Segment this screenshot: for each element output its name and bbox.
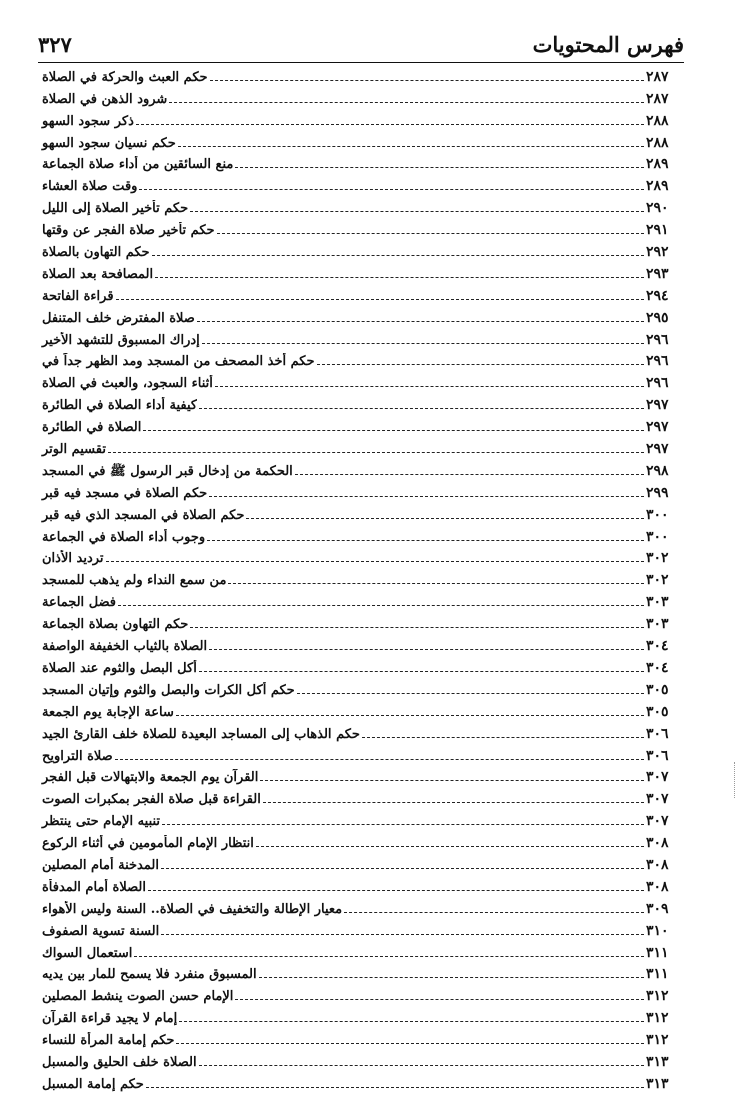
toc-entry-page: ٢٨٨ [646,112,669,129]
toc-entry-page: ٣١٣ [646,1053,669,1070]
toc-entry-page: ٣٠٤ [646,659,669,676]
toc-entry-page: ٣٠٥ [646,703,669,720]
toc-entry-page: ٣٠٧ [646,769,669,786]
toc-entry-page: ٣٠٥ [646,681,669,698]
toc-entry[interactable] [38,962,684,984]
toc-entry-title: الحكمة من إدخال قبر الرسول ﷺ في المسجد [42,463,293,479]
toc-entry-title: حكم نسيان سجود السهو [42,135,176,151]
toc-leader-dashes [106,561,644,562]
toc-leader-dashes [134,956,644,957]
toc-entry-page: ٣١١ [646,944,669,961]
toc-leader-dashes [176,715,644,716]
toc-leader-dashes [210,80,644,81]
toc-entry[interactable] [38,1071,684,1093]
toc-entry-title: الإمام حسن الصوت ينشط المصلين [42,989,234,1005]
toc-entry-title: صلاة المفترض خلف المتنفل [42,310,195,326]
toc-entry[interactable] [38,765,684,787]
toc-entry-title: حكم إمامة المسبل [42,1076,144,1092]
toc-entry-page: ٣١٠ [646,922,669,939]
toc-entry[interactable] [38,327,684,349]
toc-entry-title: القرآن يوم الجمعة والابتهالات قبل الفجر [42,770,259,786]
toc-entry[interactable] [38,436,684,458]
toc-leader-dashes [179,1021,644,1022]
toc-entry-title: منع السائقين من أداء صلاة الجماعة [42,157,234,173]
toc-leader-dashes [178,146,644,147]
toc-entry-title: المدخنة أمام المصلين [42,857,159,873]
toc-leader-dashes [256,846,644,847]
toc-entry[interactable] [38,940,684,962]
page-number: ٣٢٧ [38,32,72,57]
toc-leader-dashes [209,649,644,650]
toc-entry[interactable] [38,130,684,152]
toc-leader-dashes [155,277,644,278]
toc-entry-page: ٣٠٣ [646,594,669,611]
toc-entry-page: ٣١٢ [646,988,669,1005]
toc-leader-dashes [228,583,644,584]
toc-entry-page: ٢٩٩ [646,484,669,501]
toc-entry-page: ٣٠٨ [646,878,669,895]
toc-leader-dashes [199,671,644,672]
toc-leader-dashes [199,408,644,409]
toc-entry-page: ٣٠٠ [646,506,669,523]
toc-entry-title: الصلاة بالثياب الخفيفة الواصفة [42,639,208,655]
toc-leader-dashes [176,1043,644,1044]
toc-entry-title: حكم تأخير الصلاة إلى الليل [42,201,189,217]
toc-entry-page: ٣٠٧ [646,813,669,830]
toc-entry-title: قراءة الفاتحة [42,288,114,304]
toc-entry-page: ٢٩٤ [646,287,669,304]
header-rule [38,62,684,63]
toc-entry[interactable] [38,567,684,589]
toc-entry-page: ٢٨٩ [646,178,669,195]
page-header [38,28,684,62]
toc-entry[interactable] [38,349,684,371]
toc-entry-page: ٣٠٢ [646,572,669,589]
toc-leader-dashes [295,474,644,475]
toc-entry-page: ٢٩١ [646,222,669,239]
toc-leader-dashes [246,518,644,519]
toc-entry-title: القراءة قبل صلاة الفجر بمكبرات الصوت [42,792,261,808]
toc-entry[interactable] [38,721,684,743]
toc-entry-title: شرود الذهن في الصلاة [42,91,168,107]
toc-entry[interactable] [38,173,684,195]
toc-entry[interactable] [38,86,684,108]
toc-leader-dashes [115,759,644,760]
toc-entry-page: ٢٨٩ [646,156,669,173]
toc-entry-title: وقت صلاة العشاء [42,179,138,195]
toc-entry-title: وجوب أداء الصلاة في الجماعة [42,529,206,545]
toc-entry-title: إدراك المسبوق للتشهد الأخير [42,332,200,348]
toc-entry[interactable] [38,1005,684,1027]
toc-entry-title: حكم العبث والحركة في الصلاة [42,69,208,85]
toc-entry-page: ٣٠٢ [646,550,669,567]
toc-entry-title: صلاة التراويح [42,748,113,764]
toc-entry-page: ٣٠٨ [646,856,669,873]
toc-entry-page: ٢٩٦ [646,331,669,348]
toc-entry-page: ٣١٣ [646,1075,669,1092]
toc-entry-page: ٢٩٧ [646,419,669,436]
toc-leader-dashes [317,364,644,365]
toc-entry[interactable] [38,239,684,261]
toc-leader-dashes [344,912,644,913]
toc-entry[interactable] [38,896,684,918]
toc-leader-dashes [235,999,644,1000]
toc-entry-page: ٣٠٩ [646,900,669,917]
toc-entry-title: الصلاة أمام المدفأة [42,879,146,895]
toc-leader-dashes [161,868,644,869]
toc-entry-page: ٢٩٥ [646,309,669,326]
toc-leader-dashes [190,211,644,212]
toc-leader-dashes [235,167,644,168]
toc-entry[interactable] [38,524,684,546]
toc-entry-title: انتظار الإمام المأمومين في أثناء الركوع [42,836,254,852]
toc-leader-dashes [260,780,644,781]
toc-leader-dashes [162,824,644,825]
toc-entry-title: ترديد الأذان [42,551,104,567]
toc-entry-page: ٣١٢ [646,1010,669,1027]
toc-leader-dashes [202,343,644,344]
toc-entry-title: تقسيم الوتر [42,442,106,458]
toc-entry-page: ٢٨٧ [646,68,669,85]
toc-leader-dashes [297,693,644,694]
toc-leader-dashes [116,299,644,300]
toc-entry[interactable] [38,392,684,414]
toc-entry-title: فضل الجماعة [42,595,117,611]
toc-entry-page: ٣٠٦ [646,747,669,764]
toc-entry[interactable] [38,414,684,436]
toc-entry-page: ٢٨٧ [646,90,669,107]
toc-entry[interactable] [38,195,684,217]
toc-entry[interactable] [38,611,684,633]
toc-entry-page: ٢٩٨ [646,462,669,479]
toc-entry[interactable] [38,918,684,940]
toc-entry[interactable] [38,480,684,502]
toc-entry-page: ٣١١ [646,966,669,983]
toc-entry-title: الصلاة في الطائرة [42,420,142,436]
toc-entry[interactable] [38,1027,684,1049]
toc-entry-page: ٣٠٦ [646,725,669,742]
toc-entry[interactable] [38,108,684,130]
toc-entry[interactable] [38,283,684,305]
toc-entry-page: ٢٩٦ [646,375,669,392]
toc-entry-title: المصافحة بعد الصلاة [42,266,154,282]
toc-entry-title: استعمال السواك [42,945,133,961]
toc-entry-title: تنبيه الإمام حتى ينتظر [42,814,161,830]
toc-leader-dashes [118,605,644,606]
toc-leader-dashes [199,1065,644,1066]
toc-entry[interactable] [38,1049,684,1071]
toc-entry-title: حكم أكل الكرات والبصل والثوم وإتيان المسجد [42,682,295,698]
toc-leader-dashes [169,102,644,103]
toc-entry-page: ٣٠٧ [646,791,669,808]
toc-entry[interactable] [38,655,684,677]
toc-entry-page: ٢٩٢ [646,244,669,261]
toc-leader-dashes [136,124,644,125]
toc-leader-dashes [148,890,644,891]
toc-entry-page: ٣١٢ [646,1032,669,1049]
toc-leader-dashes [146,1087,644,1088]
toc-entry-title: حكم الصلاة في المسجد الذي فيه قبر [42,507,245,523]
toc-entry[interactable] [38,152,684,174]
toc-entry-title: حكم إمامة المرأة للنساء [42,1033,175,1049]
toc-entry-page: ٣٠٣ [646,616,669,633]
toc-entry-title: المسبوق منفرد فلا يسمح للمار بين يديه [42,967,257,983]
toc-leader-dashes [362,737,644,738]
toc-leader-dashes [143,430,644,431]
toc-entry[interactable] [38,64,684,86]
toc-leader-dashes [108,452,644,453]
toc-leader-dashes [217,233,644,234]
margin-mark [734,762,738,798]
toc-entry[interactable] [38,261,684,283]
toc-leader-dashes [190,627,644,628]
toc-leader-dashes [259,977,644,978]
toc-leader-dashes [263,802,644,803]
toc-entry[interactable] [38,546,684,568]
toc-entry-title: أكل البصل والثوم عند الصلاة [42,660,197,676]
toc-leader-dashes [215,386,644,387]
toc-entry[interactable] [38,458,684,480]
toc-entry[interactable] [38,589,684,611]
toc-entry-title: كيفية أداء الصلاة في الطائرة [42,398,198,414]
toc-entry-page: ٢٩٣ [646,265,669,282]
toc-entry-title: أثناء السجود، والعبث في الصلاة [42,376,213,392]
toc-entry[interactable] [38,305,684,327]
toc-entry-page: ٢٩٧ [646,441,669,458]
toc-entry-title: الصلاة خلف الحليق والمسبل [42,1054,197,1070]
toc-entry-title: حكم تأخير صلاة الفجر عن وقتها [42,223,215,239]
toc-entry-title: حكم الذهاب إلى المساجد البعيدة للصلاة خلف القارئ الجيد [42,726,360,742]
toc-leader-dashes [139,189,644,190]
toc-entry[interactable] [38,743,684,765]
toc-leader-dashes [207,540,644,541]
toc-entry-title: حكم التهاون بصلاة الجماعة [42,617,189,633]
toc-entry[interactable] [38,808,684,830]
toc-entry-page: ٣٠٨ [646,835,669,852]
toc-leader-dashes [197,321,644,322]
toc-entry[interactable] [38,502,684,524]
toc-leader-dashes [209,496,644,497]
toc-entry[interactable] [38,677,684,699]
toc-entry-page: ٢٩٧ [646,397,669,414]
toc-list [38,64,684,1093]
toc-entry-title: حكم التهاون بالصلاة [42,245,150,261]
toc-entry[interactable] [38,633,684,655]
toc-entry[interactable] [38,699,684,721]
toc-entry-title: ساعة الإجابة يوم الجمعة [42,704,174,720]
toc-entry[interactable] [38,983,684,1005]
toc-entry[interactable] [38,786,684,808]
toc-entry[interactable] [38,874,684,896]
toc-entry-title: من سمع النداء ولم يذهب للمسجد [42,573,227,589]
toc-entry-title: ذكر سجود السهو [42,113,134,129]
toc-entry[interactable] [38,830,684,852]
toc-entry-title: حكم الصلاة في مسجد فيه قبر [42,485,208,501]
toc-entry-page: ٢٨٨ [646,134,669,151]
toc-entry[interactable] [38,370,684,392]
toc-entry-page: ٢٩٦ [646,353,669,370]
toc-entry-title: معيار الإطالة والتخفيف في الصلاة.. السنة وليس الأهواء [42,901,343,917]
toc-leader-dashes [161,934,644,935]
toc-entry-page: ٢٩٠ [646,200,669,217]
toc-entry-title: السنة تسوية الصفوف [42,923,160,939]
toc-entry[interactable] [38,852,684,874]
toc-entry-page: ٣٠٤ [646,638,669,655]
toc-entry[interactable] [38,217,684,239]
toc-entry-title: إمام لا يجيد قراءة القرآن [42,1011,178,1027]
toc-leader-dashes [152,255,644,256]
toc-entry-page: ٣٠٠ [646,528,669,545]
toc-entry-title: حكم أخذ المصحف من المسجد ومد الظهر جداً في [42,354,315,370]
page-title: فهرس المحتويات [532,32,684,57]
